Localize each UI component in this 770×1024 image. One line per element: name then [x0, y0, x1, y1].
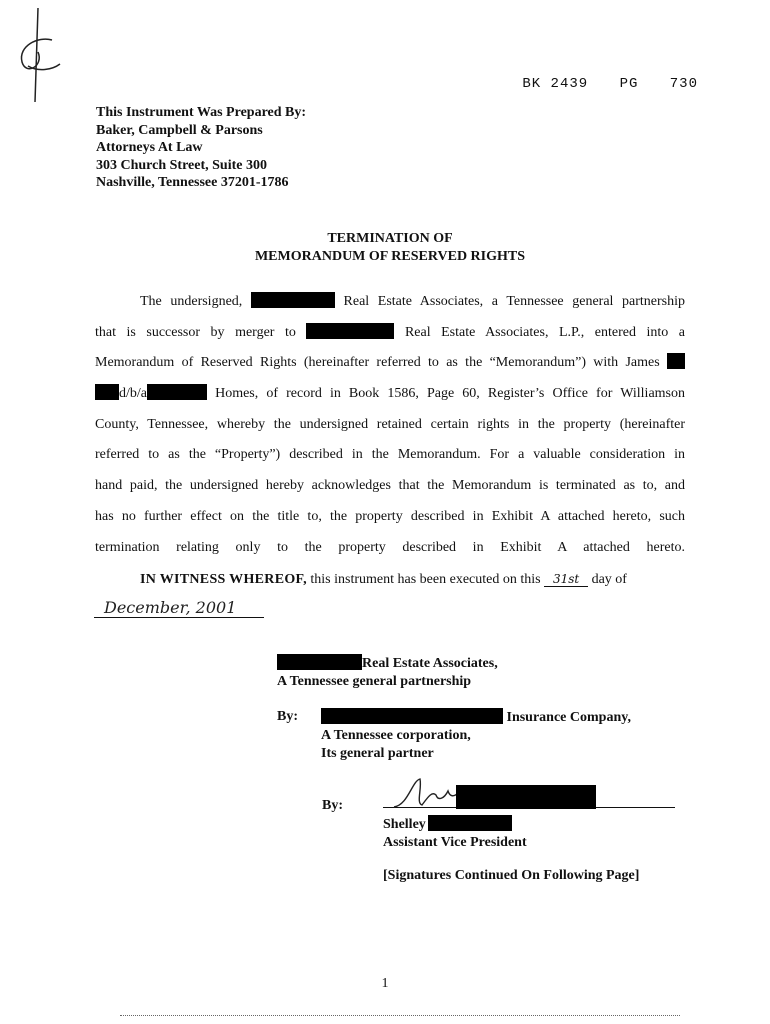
redaction	[428, 815, 512, 831]
body-line-4: d/b/a Homes, of record in Book 1586, Page 60, Register’s Office for Williamson	[95, 379, 685, 410]
insurer-block	[321, 708, 631, 763]
signer-title: Assistant Vice President	[383, 835, 527, 850]
witness-clause: IN WITNESS WHEREOF, this instrument has been executed on this 31st day of	[140, 572, 627, 587]
by-label-1: By:	[277, 709, 298, 724]
body-paragraph	[95, 287, 685, 563]
body-line-7: hand paid, the undersigned hereby acknowledges that the Memorandum is terminated as to, and	[95, 478, 685, 494]
preparer-street: 303 Church Street, Suite 300	[96, 157, 267, 173]
preparer-city: Nashville, Tennessee 37201-1786	[96, 175, 289, 190]
insurer-name-line: Insurance Company,	[321, 708, 631, 727]
book-number: BK 2439	[522, 76, 589, 92]
signer-name-line: Shelley	[383, 815, 527, 834]
continued-note: [Signatures Continued On Following Page]	[383, 868, 640, 883]
title-line-1: TERMINATION OF	[327, 231, 453, 246]
redaction	[306, 323, 394, 339]
redaction	[321, 708, 503, 724]
handwritten-date: December, 2001	[94, 598, 264, 618]
insurer-description-2: Its general partner	[321, 746, 434, 761]
page-number: 1	[381, 976, 389, 991]
by-label-2: By:	[322, 798, 343, 813]
preparer-role: Attorneys At Law	[96, 140, 203, 155]
redaction	[95, 384, 119, 400]
handwritten-signature	[392, 775, 462, 815]
redaction	[147, 384, 207, 400]
title-line-2: MEMORANDUM OF RESERVED RIGHTS	[254, 249, 526, 264]
body-line-3: Memorandum of Reserved Rights (hereinafter referred to as the “Memorandum”) with James	[95, 348, 685, 379]
body-line-9: termination relating only to the property described in Exhibit A attached hereto.	[95, 539, 685, 555]
page-label: PG	[619, 76, 639, 92]
body-line-8: has no further effect on the title to, the property described in Exhibit A attached hereto, such	[95, 508, 685, 524]
witness-lead: IN WITNESS WHEREOF,	[140, 572, 307, 587]
redaction	[456, 785, 596, 809]
book-page-stamp	[500, 76, 698, 92]
body-line-2: that is successor by merger to Real Estate Associates, L.P., entered into a	[95, 324, 685, 340]
signer-block	[383, 815, 527, 852]
execution-day: 31st	[544, 572, 588, 587]
insurer-description-1: A Tennessee corporation,	[321, 728, 471, 743]
body-line-6: referred to as the “Property”) described in the Memorandum. For a valuable consideration in	[95, 447, 685, 463]
entity-name-line: Real Estate Associates,	[277, 654, 498, 673]
signature-block	[277, 654, 498, 691]
handwritten-initial-mark	[8, 6, 68, 106]
preparer-firm: Baker, Campbell & Parsons	[96, 122, 263, 138]
preparer-heading: This Instrument Was Prepared By:	[96, 105, 307, 120]
entity-description: A Tennessee general partnership	[277, 674, 472, 689]
body-line-1: The undersigned, Real Estate Associates, a Tennessee general partnership	[140, 294, 686, 309]
document-title	[0, 230, 770, 266]
redaction	[667, 353, 685, 369]
preparer-block	[96, 104, 306, 192]
scan-artifact-dotted-line	[120, 1015, 680, 1016]
page-stamp-number: 730	[669, 76, 698, 92]
body-line-5: County, Tennessee, whereby the undersigned retained certain rights in the property (hereinafter	[95, 416, 685, 432]
redaction	[277, 654, 362, 670]
redaction	[251, 292, 335, 308]
